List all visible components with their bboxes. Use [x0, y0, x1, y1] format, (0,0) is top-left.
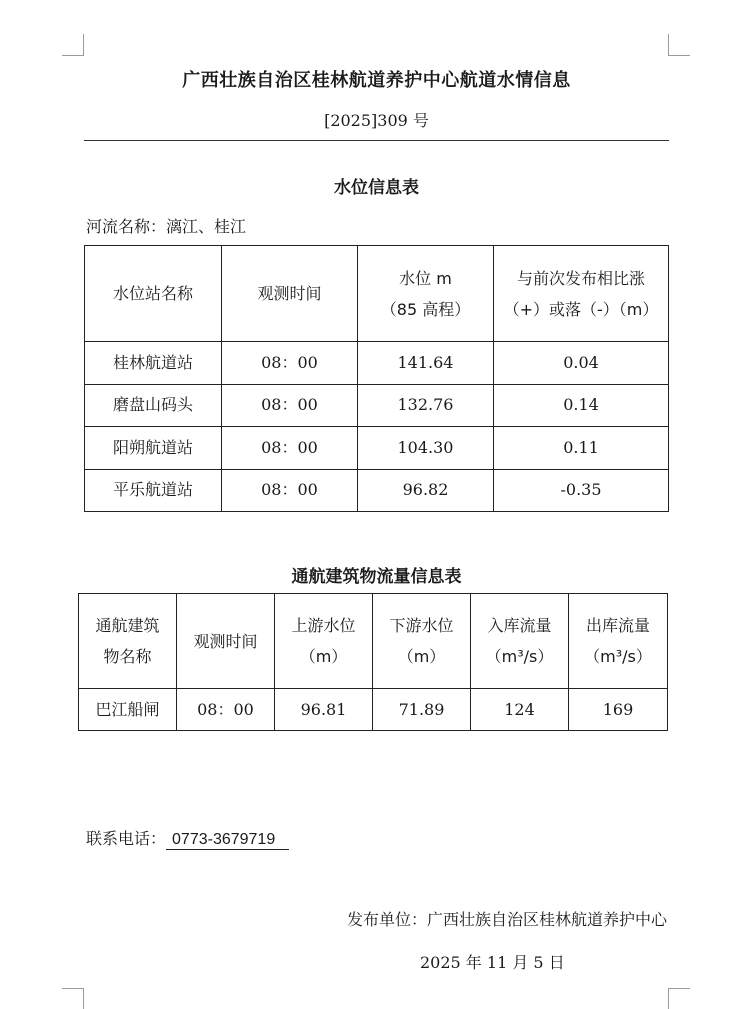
table-row [79, 689, 668, 731]
water-level: 132.76 [358, 384, 494, 427]
publish-date: 2025 年 11 月 5 日 [420, 953, 565, 972]
water-level-table [84, 245, 669, 512]
observation-time: 08：00 [177, 689, 275, 731]
level-change: -0.35 [494, 469, 669, 512]
water-level-table-title: 水位信息表 [334, 178, 419, 198]
observation-time: 08：00 [222, 342, 358, 385]
observation-time: 08：00 [222, 384, 358, 427]
upstream-level: 96.81 [275, 689, 373, 731]
water-level: 141.64 [358, 342, 494, 385]
header-structure-name-line2: 物名称 [103, 647, 152, 666]
level-change: 0.14 [494, 384, 669, 427]
contact-label: 联系电话： [86, 829, 167, 848]
station-name: 桂林航道站 [85, 342, 222, 385]
flow-table-title: 通航建筑物流量信息表 [291, 567, 462, 587]
header-upstream [275, 594, 373, 689]
station-name: 阳朔航道站 [85, 427, 222, 470]
outflow: 169 [569, 689, 668, 731]
level-change: 0.04 [494, 342, 669, 385]
level-change: 0.11 [494, 427, 669, 470]
water-level: 104.30 [358, 427, 494, 470]
header-station: 水位站名称 [85, 246, 222, 342]
header-upstream-line1: 上游水位 [291, 616, 356, 635]
station-name: 磨盘山码头 [85, 384, 222, 427]
downstream-level: 71.89 [373, 689, 471, 731]
header-change [494, 246, 669, 342]
table-row [85, 469, 669, 512]
crop-mark-top-right [668, 34, 690, 56]
header-level [358, 246, 494, 342]
header-time: 观测时间 [177, 594, 275, 689]
header-downstream-line2: （m） [397, 647, 446, 666]
table-row [85, 427, 669, 470]
header-level-line2: （85 高程） [380, 299, 471, 319]
header-time: 观测时间 [222, 246, 358, 342]
flow-table [78, 593, 668, 731]
header-outflow-line2: （m³/s） [584, 647, 652, 666]
header-upstream-line2: （m） [299, 647, 348, 666]
header-change-line1: 与前次发布相比涨 [516, 268, 645, 288]
table-row [85, 342, 669, 385]
structure-name: 巴江船闸 [79, 689, 177, 731]
contact-phone: 0773-3679719 [166, 831, 289, 850]
header-downstream [373, 594, 471, 689]
publisher: 发布单位：广西壮族自治区桂林航道养护中心 [346, 910, 667, 929]
header-change-line2: （+）或落（-）（m） [503, 299, 659, 319]
station-name: 平乐航道站 [85, 469, 222, 512]
observation-time: 08：00 [222, 427, 358, 470]
contact-line [86, 826, 289, 850]
header-level-line1: 水位 m [399, 268, 452, 288]
table-row [85, 384, 669, 427]
river-name-label: 河流名称：漓江、桂江 [86, 217, 247, 236]
document-title: 广西壮族自治区桂林航道养护中心航道水情信息 [182, 70, 571, 91]
header-inflow [471, 594, 569, 689]
header-divider [84, 140, 669, 141]
header-inflow-line1: 入库流量 [487, 616, 552, 635]
header-outflow [569, 594, 668, 689]
table-header-row [79, 594, 668, 689]
header-structure-name [79, 594, 177, 689]
crop-mark-bottom-right [668, 988, 690, 1009]
water-level: 96.82 [358, 469, 494, 512]
crop-mark-top-left [62, 34, 84, 56]
observation-time: 08：00 [222, 469, 358, 512]
table-header-row [85, 246, 669, 342]
inflow: 124 [471, 689, 569, 731]
header-downstream-line1: 下游水位 [389, 616, 454, 635]
crop-mark-bottom-left [62, 988, 84, 1009]
header-inflow-line2: （m³/s） [485, 647, 554, 666]
header-structure-name-line1: 通航建筑 [95, 616, 160, 635]
header-outflow-line1: 出库流量 [585, 616, 650, 635]
document-number: [2025]309 号 [324, 111, 429, 130]
